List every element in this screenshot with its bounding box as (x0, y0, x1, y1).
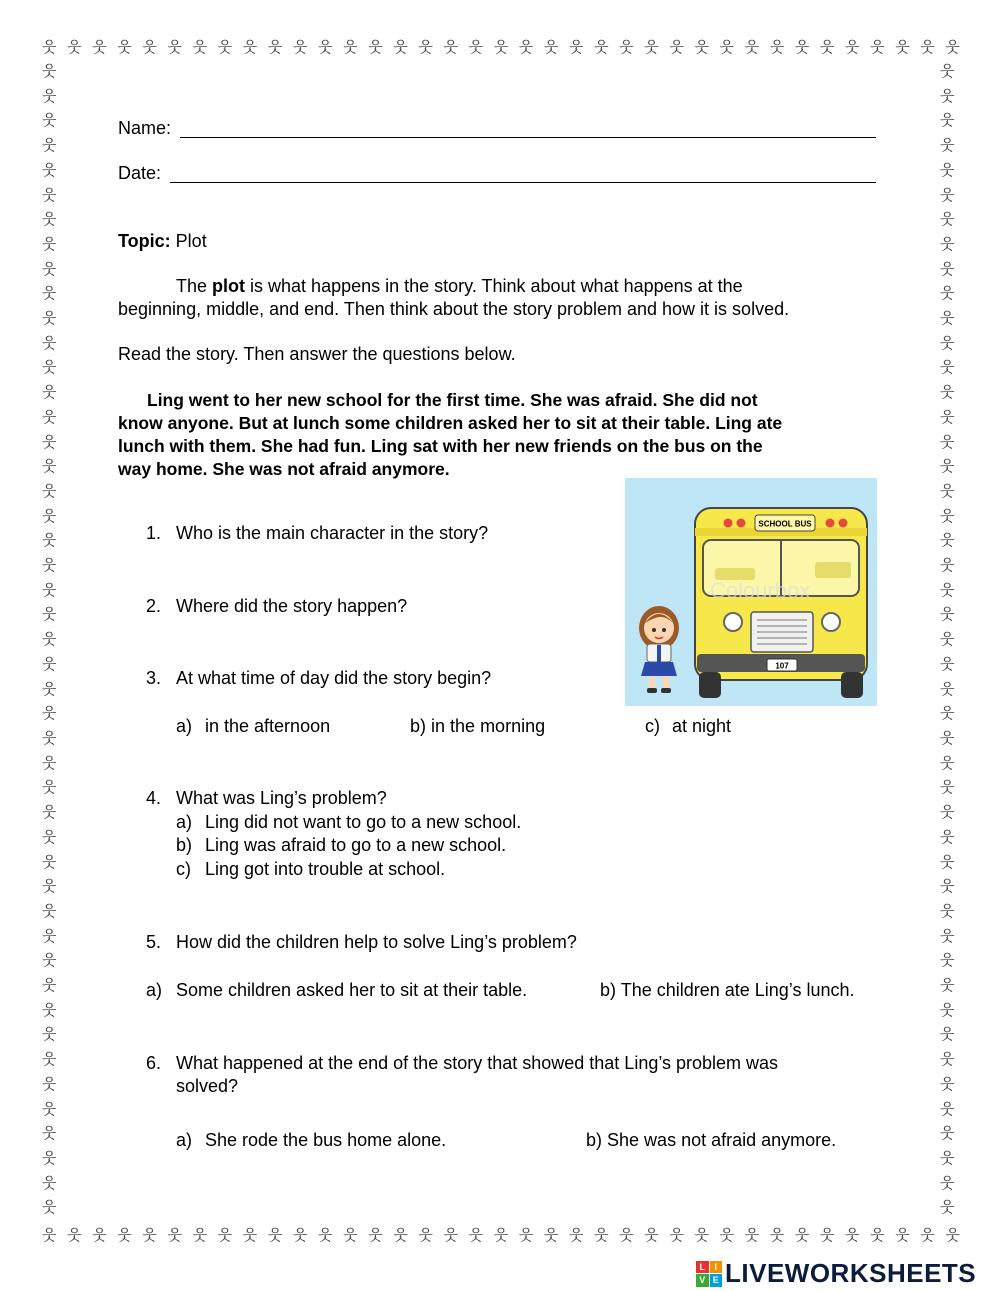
question-5 (146, 932, 577, 953)
logo-badge-letter: I (710, 1261, 723, 1274)
stick-figure-icon: 웃 (940, 1099, 955, 1118)
stick-figure-icon: 웃 (870, 1226, 885, 1244)
question-2 (146, 596, 408, 617)
stick-figure-icon: 웃 (42, 1074, 57, 1093)
stick-figure-icon: 웃 (267, 1226, 283, 1244)
stick-figure-icon: 웃 (42, 1198, 57, 1217)
q5-option-b[interactable] (600, 980, 855, 1001)
q4-option-a[interactable] (176, 812, 522, 833)
logo-badge-letter: E (710, 1274, 723, 1287)
stick-figure-icon: 웃 (42, 86, 57, 105)
intro-part-1: The (176, 276, 213, 296)
stick-figure-icon: 웃 (42, 407, 57, 426)
stick-figure-icon: 웃 (619, 38, 634, 56)
q3-option-c[interactable] (645, 716, 732, 737)
stick-figure-icon: 웃 (940, 457, 955, 476)
stick-figure-icon: 웃 (940, 630, 955, 649)
stick-figure-icon: 웃 (42, 259, 57, 278)
name-label: Name: (118, 118, 172, 138)
q6-option-a[interactable] (176, 1130, 447, 1151)
stick-figure-icon: 웃 (117, 38, 132, 56)
stick-figure-icon: 웃 (42, 926, 57, 945)
stick-figure-icon: 웃 (393, 38, 408, 56)
stick-figure-icon: 웃 (42, 234, 57, 253)
stick-figure-icon: 웃 (940, 605, 955, 624)
stick-figure-icon: 웃 (42, 630, 57, 649)
stick-figure-icon: 웃 (669, 1226, 684, 1244)
stick-figure-icon: 웃 (940, 234, 955, 253)
stick-figure-icon: 웃 (845, 38, 860, 56)
stick-figure-icon: 웃 (568, 38, 584, 56)
date-label: Date: (118, 163, 162, 183)
stick-figure-icon: 웃 (343, 1226, 358, 1244)
logo-badge-letter: L (696, 1261, 709, 1274)
stick-figure-icon: 웃 (42, 160, 57, 179)
stick-figure-icon: 웃 (940, 803, 955, 822)
option-label: b) (586, 1130, 603, 1150)
stick-figure-icon: 웃 (493, 1226, 509, 1244)
logo-badge-letter: V (696, 1274, 709, 1287)
stick-figure-icon: 웃 (940, 1148, 955, 1167)
stick-figure-icon: 웃 (42, 951, 57, 970)
stick-figure-icon: 웃 (443, 1226, 458, 1244)
stick-figure-icon: 웃 (694, 38, 709, 56)
option-text: in the morning (431, 716, 546, 736)
plate-number: 107 (775, 661, 789, 671)
stick-figure-icon: 웃 (644, 1226, 659, 1244)
stick-figure-icon: 웃 (142, 38, 157, 56)
stick-figure-icon: 웃 (870, 38, 885, 56)
stick-figure-icon: 웃 (940, 1124, 955, 1143)
intro-line-2: beginning, middle, and end. Then think about the story problem and how it is solved. (118, 299, 790, 319)
option-label: c) (645, 716, 660, 736)
stick-figure-icon: 웃 (895, 1226, 910, 1244)
question-1 (146, 523, 489, 544)
stick-figure-icon: 웃 (594, 1226, 609, 1244)
option-label: a) (176, 716, 193, 736)
stick-figure-icon: 웃 (42, 1226, 57, 1244)
stick-figure-icon: 웃 (242, 38, 258, 56)
stick-figure-icon: 웃 (940, 309, 955, 328)
stick-figure-icon: 웃 (940, 1173, 955, 1192)
stick-figure-icon: 웃 (42, 852, 57, 871)
stick-figure-icon: 웃 (940, 432, 955, 451)
stick-figure-icon: 웃 (318, 38, 333, 56)
topic-line (118, 231, 207, 252)
stick-figure-icon: 웃 (719, 1226, 735, 1244)
stick-figure-icon: 웃 (940, 1198, 955, 1217)
stick-figure-icon: 웃 (940, 284, 955, 303)
stick-figure-icon: 웃 (940, 86, 955, 105)
stick-figure-icon: 웃 (117, 1226, 132, 1244)
stick-figure-icon: 웃 (42, 333, 57, 352)
stick-figure-icon: 웃 (167, 38, 182, 56)
question-number: 5. (146, 932, 162, 952)
stick-figure-icon: 웃 (819, 1226, 835, 1244)
stick-figure-icon: 웃 (940, 679, 955, 698)
stick-figure-icon: 웃 (940, 654, 955, 673)
stick-figure-icon: 웃 (42, 506, 57, 525)
stick-figure-icon: 웃 (940, 481, 955, 500)
school-bus-image (625, 478, 877, 706)
option-label: b) (600, 980, 617, 1000)
stick-figure-icon: 웃 (267, 38, 283, 56)
stick-figure-icon: 웃 (940, 210, 955, 229)
question-number: 4. (146, 788, 162, 808)
stick-figure-icon: 웃 (393, 1226, 408, 1244)
stick-figure-icon: 웃 (819, 38, 835, 56)
option-label: a) (176, 1130, 193, 1150)
stick-figure-icon: 웃 (945, 1226, 960, 1244)
stick-figure-icon: 웃 (42, 605, 57, 624)
stick-figure-icon: 웃 (644, 38, 659, 56)
option-text: in the afternoon (205, 716, 331, 736)
q4-option-c[interactable] (176, 859, 446, 880)
intro-bold-word: plot (212, 276, 246, 296)
page-border-top (42, 40, 960, 55)
intro-paragraph (118, 275, 878, 321)
stick-figure-icon: 웃 (418, 1226, 433, 1244)
q6-option-b[interactable] (586, 1130, 836, 1151)
stick-figure-icon: 웃 (940, 1050, 955, 1069)
stick-figure-icon: 웃 (42, 210, 57, 229)
stick-figure-icon: 웃 (794, 38, 810, 56)
stick-figure-icon: 웃 (543, 1226, 559, 1244)
stick-figure-icon: 웃 (217, 38, 233, 56)
stick-figure-icon: 웃 (217, 1226, 233, 1244)
stick-figure-icon: 웃 (940, 753, 955, 772)
stick-figure-icon: 웃 (719, 38, 735, 56)
stick-figure-icon: 웃 (594, 38, 609, 56)
stick-figure-icon: 웃 (167, 1226, 182, 1244)
stick-figure-icon: 웃 (42, 1148, 57, 1167)
question-text: At what time of day did the story begin? (176, 668, 492, 688)
option-text: Ling got into trouble at school. (205, 859, 446, 879)
stick-figure-icon: 웃 (92, 38, 107, 56)
option-label: a) (176, 812, 193, 832)
story-line-2: know anyone. But at lunch some children asked her to sit at their table. Ling ate (118, 413, 783, 433)
question-number: 2. (146, 596, 162, 616)
stick-figure-icon: 웃 (318, 1226, 333, 1244)
stick-figure-icon: 웃 (67, 1226, 82, 1244)
stick-figure-icon: 웃 (42, 877, 57, 896)
stick-figure-icon: 웃 (940, 160, 955, 179)
stick-figure-icon: 웃 (42, 1025, 57, 1044)
option-label: b) (410, 716, 427, 736)
stick-figure-icon: 웃 (42, 284, 57, 303)
stick-figure-icon: 웃 (794, 1226, 810, 1244)
name-row (118, 118, 171, 139)
stick-figure-icon: 웃 (42, 531, 57, 550)
stick-figure-icon: 웃 (42, 556, 57, 575)
option-text: She rode the bus home alone. (205, 1130, 447, 1150)
stick-figure-icon: 웃 (940, 259, 955, 278)
stick-figure-icon: 웃 (42, 654, 57, 673)
stick-figure-icon: 웃 (42, 111, 57, 130)
question-text-line-1: What happened at the end of the story that showed that Ling’s problem was (176, 1053, 779, 1073)
stick-figure-icon: 웃 (940, 1074, 955, 1093)
q4-option-b[interactable] (176, 835, 507, 856)
stick-figure-icon: 웃 (468, 38, 484, 56)
story-paragraph (118, 389, 848, 481)
stick-figure-icon: 웃 (940, 778, 955, 797)
stick-figure-icon: 웃 (418, 38, 433, 56)
stick-figure-icon: 웃 (543, 38, 559, 56)
stick-figure-icon: 웃 (940, 827, 955, 846)
stick-figure-icon: 웃 (42, 580, 57, 599)
story-line-4: way home. She was not afraid anymore. (118, 459, 450, 479)
stick-figure-icon: 웃 (242, 1226, 258, 1244)
stick-figure-icon: 웃 (42, 1124, 57, 1143)
option-text: Ling did not want to go to a new school. (205, 812, 522, 832)
option-text: The children ate Ling’s lunch. (620, 980, 855, 1000)
question-number: 1. (146, 523, 162, 543)
stick-figure-icon: 웃 (769, 38, 785, 56)
stick-figure-icon: 웃 (42, 309, 57, 328)
stick-figure-icon: 웃 (845, 1226, 860, 1244)
page-border-right (940, 64, 955, 1216)
stick-figure-icon: 웃 (920, 1226, 935, 1244)
stick-figure-icon: 웃 (42, 753, 57, 772)
stick-figure-icon: 웃 (42, 358, 57, 377)
page-border-left (42, 64, 57, 1216)
intro-part-2: is what happens in the story. Think about what happens at the (245, 276, 743, 296)
instruction: Read the story. Then answer the questions below. (118, 344, 516, 364)
stick-figure-icon: 웃 (192, 38, 208, 56)
option-label: a) (146, 980, 163, 1000)
stick-figure-icon: 웃 (744, 38, 760, 56)
stick-figure-icon: 웃 (292, 38, 308, 56)
option-text: at night (672, 716, 732, 736)
question-text: What was Ling’s problem? (176, 788, 387, 808)
stick-figure-icon: 웃 (42, 827, 57, 846)
stick-figure-icon: 웃 (368, 1226, 383, 1244)
option-label: b) (176, 835, 193, 855)
stick-figure-icon: 웃 (940, 951, 955, 970)
stick-figure-icon: 웃 (940, 185, 955, 204)
stick-figure-icon: 웃 (42, 803, 57, 822)
stick-figure-icon: 웃 (42, 728, 57, 747)
stick-figure-icon: 웃 (493, 38, 509, 56)
stick-figure-icon: 웃 (940, 1025, 955, 1044)
stick-figure-icon: 웃 (940, 580, 955, 599)
stick-figure-icon: 웃 (368, 38, 383, 56)
stick-figure-icon: 웃 (940, 383, 955, 402)
stick-figure-icon: 웃 (619, 1226, 634, 1244)
option-text: She was not afraid anymore. (607, 1130, 837, 1150)
stick-figure-icon: 웃 (67, 38, 82, 56)
stick-figure-icon: 웃 (769, 1226, 785, 1244)
logo-badge-icon (696, 1261, 722, 1287)
q5-option-a[interactable] (146, 980, 528, 1001)
stick-figure-icon: 웃 (292, 1226, 308, 1244)
stick-figure-icon: 웃 (42, 1000, 57, 1019)
stick-figure-icon: 웃 (940, 704, 955, 723)
stick-figure-icon: 웃 (940, 407, 955, 426)
stick-figure-icon: 웃 (940, 531, 955, 550)
stick-figure-icon: 웃 (940, 852, 955, 871)
stick-figure-icon: 웃 (42, 901, 57, 920)
story-line-3: lunch with them. She had fun. Ling sat with her new friends on the bus on the (118, 436, 763, 456)
stick-figure-icon: 웃 (142, 1226, 157, 1244)
q3-option-a[interactable] (176, 716, 331, 737)
stick-figure-icon: 웃 (940, 1000, 955, 1019)
intro-line-1 (118, 275, 878, 298)
stick-figure-icon: 웃 (940, 976, 955, 995)
stick-figure-icon: 웃 (42, 383, 57, 402)
question-6 (146, 1052, 779, 1096)
stick-figure-icon: 웃 (940, 136, 955, 155)
school-bus-illustration (625, 478, 877, 706)
stick-figure-icon: 웃 (443, 38, 458, 56)
question-number: 3. (146, 668, 162, 688)
stick-figure-icon: 웃 (92, 1226, 107, 1244)
stick-figure-icon: 웃 (468, 1226, 484, 1244)
stick-figure-icon: 웃 (940, 333, 955, 352)
watermark-text: Colourbox (710, 578, 811, 603)
stick-figure-icon: 웃 (568, 1226, 584, 1244)
stick-figure-icon: 웃 (42, 38, 57, 56)
stick-figure-icon: 웃 (42, 976, 57, 995)
stick-figure-icon: 웃 (518, 38, 534, 56)
stick-figure-icon: 웃 (343, 38, 358, 56)
option-label: c) (176, 859, 191, 879)
option-text: Some children asked her to sit at their table. (176, 980, 528, 1000)
stick-figure-icon: 웃 (42, 704, 57, 723)
stick-figure-icon: 웃 (940, 901, 955, 920)
story-line-1: Ling went to her new school for the first time. She was afraid. She did not (147, 390, 758, 410)
stick-figure-icon: 웃 (694, 1226, 709, 1244)
stick-figure-icon: 웃 (940, 926, 955, 945)
stick-figure-icon: 웃 (42, 778, 57, 797)
stick-figure-icon: 웃 (920, 38, 935, 56)
stick-figure-icon: 웃 (669, 38, 684, 56)
date-row (118, 163, 161, 184)
stick-figure-icon: 웃 (940, 877, 955, 896)
stick-figure-icon: 웃 (744, 1226, 760, 1244)
stick-figure-icon: 웃 (940, 62, 955, 80)
stick-figure-icon: 웃 (945, 38, 960, 56)
topic-label: Topic: (118, 231, 171, 251)
question-text: Who is the main character in the story? (176, 523, 489, 543)
stick-figure-icon: 웃 (518, 1226, 534, 1244)
question-text: Where did the story happen? (176, 596, 408, 616)
stick-figure-icon: 웃 (42, 1050, 57, 1069)
option-text: Ling was afraid to go to a new school. (205, 835, 507, 855)
stick-figure-icon: 웃 (42, 432, 57, 451)
stick-figure-icon: 웃 (940, 506, 955, 525)
stick-figure-icon: 웃 (42, 1099, 57, 1118)
stick-figure-icon: 웃 (42, 481, 57, 500)
question-number: 6. (146, 1053, 162, 1073)
stick-figure-icon: 웃 (42, 679, 57, 698)
question-4 (146, 788, 387, 809)
logo-text: LIVEWORKSHEETS (725, 1258, 977, 1288)
topic-value: Plot (175, 231, 207, 251)
question-3 (146, 668, 492, 689)
stick-figure-icon: 웃 (42, 62, 57, 80)
stick-figure-icon: 웃 (42, 1173, 57, 1192)
stick-figure-icon: 웃 (42, 185, 57, 204)
liveworksheets-logo[interactable] (696, 1258, 976, 1289)
stick-figure-icon: 웃 (940, 358, 955, 377)
stick-figure-icon: 웃 (940, 111, 955, 130)
stick-figure-icon: 웃 (940, 556, 955, 575)
question-text: How did the children help to solve Ling’s problem? (176, 932, 577, 952)
page-border-bottom (42, 1228, 960, 1243)
stick-figure-icon: 웃 (895, 38, 910, 56)
name-field[interactable] (180, 119, 876, 138)
date-field[interactable] (170, 164, 876, 183)
stick-figure-icon: 웃 (42, 457, 57, 476)
bus-sign-text: SCHOOL BUS (758, 519, 812, 529)
q3-option-b[interactable] (410, 716, 545, 737)
question-text-line-2: solved? (176, 1076, 239, 1096)
stick-figure-icon: 웃 (940, 728, 955, 747)
stick-figure-icon: 웃 (192, 1226, 208, 1244)
stick-figure-icon: 웃 (42, 136, 57, 155)
